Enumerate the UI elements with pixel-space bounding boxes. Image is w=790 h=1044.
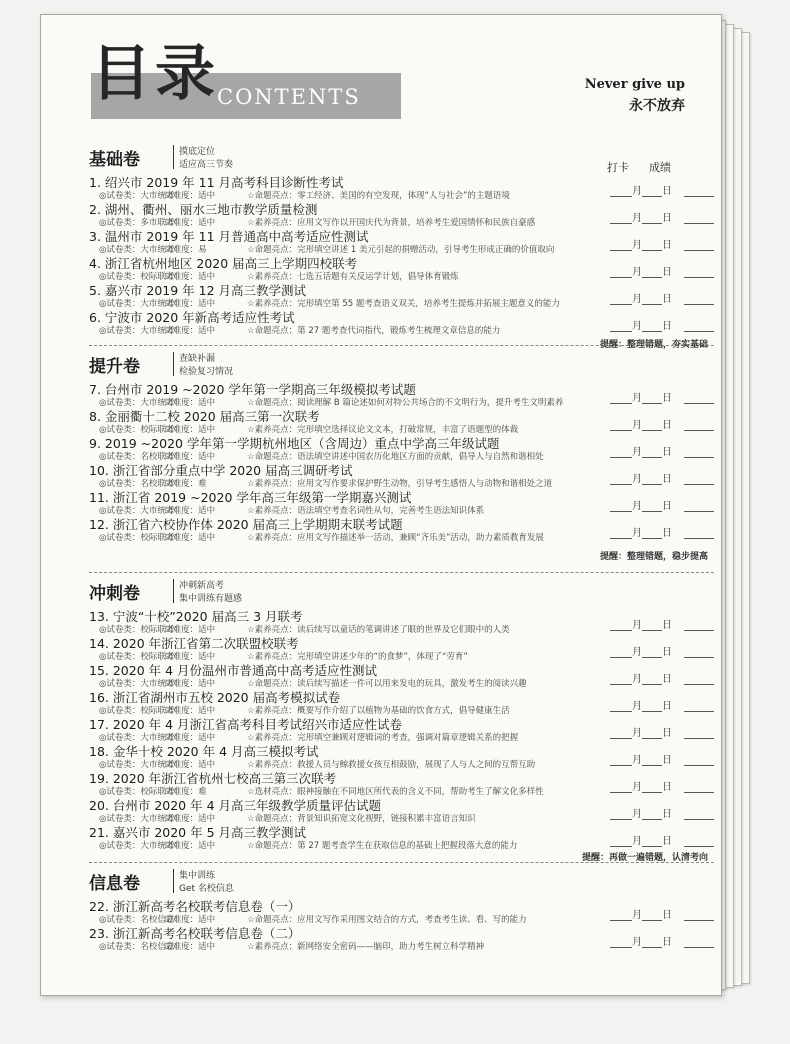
- month-unit: 月: [632, 393, 642, 404]
- column-score: 成绩: [649, 161, 671, 174]
- entry-checkin[interactable]: [610, 317, 714, 332]
- entry-difficulty: ☑难度：适中: [165, 191, 216, 201]
- entry-title: 11. 浙江省 2019 ~2020 学年高三年级第一学期嘉兴测试: [89, 490, 412, 505]
- entry-note: ☆命题亮点：第 27 题考查学生在获取信息的基础上把握段落大意的能力: [247, 841, 518, 851]
- day-unit: 日: [662, 647, 672, 658]
- entry-checkin[interactable]: [610, 470, 714, 485]
- entry-checkin[interactable]: [610, 933, 714, 948]
- entry-title: 19. 2020 年浙江省杭州七校高三第三次联考: [89, 771, 337, 786]
- entry-difficulty: ☑难度：适中: [165, 706, 216, 716]
- entry-title: 16. 浙江省湖州市五校 2020 届高考模拟试卷: [89, 690, 341, 705]
- entry-difficulty: ☑难度：适中: [165, 326, 216, 336]
- section: [89, 867, 714, 951]
- section: [89, 143, 714, 350]
- list-item: [89, 769, 714, 796]
- day-unit: 日: [662, 213, 672, 224]
- entry-type: ◎试卷类：大市统考: [99, 760, 175, 770]
- entry-type: ◎试卷类：校际联考: [99, 425, 175, 435]
- score-blank[interactable]: [684, 321, 714, 332]
- entry-type: ◎试卷类：大市统考: [99, 299, 175, 309]
- entry-checkin[interactable]: [610, 209, 714, 224]
- section: [89, 350, 714, 562]
- entry-note: ☆命题亮点：应用文写作采用图文结合的方式，考查考生读、看、写的能力: [247, 915, 527, 925]
- entry-checkin[interactable]: [610, 832, 714, 847]
- day-unit: 日: [662, 321, 672, 332]
- entry-checkin[interactable]: [610, 724, 714, 739]
- section-divider: [89, 572, 714, 573]
- entry-type: ◎试卷类：名校联考: [99, 452, 175, 462]
- month-unit: 月: [632, 420, 642, 431]
- month-unit: 月: [632, 910, 642, 921]
- list-item: [89, 924, 714, 951]
- month-unit: 月: [632, 267, 642, 278]
- entry-title: 1. 绍兴市 2019 年 11 月高考科目诊断性考试: [89, 175, 344, 190]
- entry-checkin[interactable]: [610, 524, 714, 539]
- list-item: [89, 200, 714, 227]
- day-unit: 日: [662, 701, 672, 712]
- entry-checkin[interactable]: [610, 906, 714, 921]
- score-blank[interactable]: [684, 240, 714, 251]
- entry-title: 6. 宁波市 2020 年新高考适应性考试: [89, 310, 295, 325]
- day-unit: 日: [662, 501, 672, 512]
- day-unit: 日: [662, 674, 672, 685]
- entry-title: 13. 宁波“十校”2020 届高三 3 月联考: [89, 609, 303, 624]
- score-blank[interactable]: [684, 755, 714, 766]
- entry-checkin[interactable]: [610, 670, 714, 685]
- entry-note: ☆命题亮点：背景知识拓宽文化视野，链接积累丰富语言知识: [247, 814, 476, 824]
- section-bar: [173, 352, 174, 376]
- entry-checkin[interactable]: [610, 497, 714, 512]
- score-blank[interactable]: [684, 294, 714, 305]
- list-item: [89, 742, 714, 769]
- day-unit: 日: [662, 267, 672, 278]
- list-item: [89, 897, 714, 924]
- month-unit: 月: [632, 809, 642, 820]
- entry-note: ☆素养亮点：完形填空兼顾对逻辑词的考查，强调对篇章逻辑关系的把握: [247, 733, 519, 743]
- month-unit: 月: [632, 620, 642, 631]
- section-name: 冲刺卷: [89, 584, 140, 604]
- entry-checkin[interactable]: [610, 616, 714, 631]
- entry-note: ☆素养亮点：应用文写作描述举一活动，兼顾“齐乐美”活动，助力素质教育发展: [247, 533, 544, 543]
- section-subtitle: 集中训练: [179, 871, 216, 881]
- entry-meta: [99, 940, 484, 952]
- list-item: [89, 715, 714, 742]
- list-item: [89, 380, 714, 407]
- entry-checkin[interactable]: [610, 290, 714, 305]
- entry-difficulty: ☑难度：适中: [165, 841, 216, 851]
- entry-difficulty: ☑难度：适中: [165, 652, 216, 662]
- motto-cn: 永不放弃: [629, 98, 685, 114]
- entry-type: ◎试卷类：大市统考: [99, 245, 175, 255]
- entry-note: ☆素养亮点：完形填空选择议论文文本，打破常规，丰富了语题型的体裁: [247, 425, 519, 435]
- score-blank[interactable]: [684, 620, 714, 631]
- entry-difficulty: ☑难度：难: [165, 787, 207, 797]
- score-blank[interactable]: [684, 213, 714, 224]
- list-item: [89, 796, 714, 823]
- day-unit: 日: [662, 393, 672, 404]
- score-blank[interactable]: [684, 186, 714, 197]
- month-unit: 月: [632, 447, 642, 458]
- entry-difficulty: ☑难度：适中: [165, 452, 216, 462]
- day-unit: 日: [662, 937, 672, 948]
- page-title-en: CONTENTS: [217, 85, 361, 109]
- entry-note: ☆命题亮点：第 27 题考查代词指代，锻炼考生梳理文章信息的能力: [247, 326, 501, 336]
- list-item: [89, 488, 714, 515]
- day-unit: 日: [662, 420, 672, 431]
- entry-type: ◎试卷类：校际联考: [99, 533, 175, 543]
- day-unit: 日: [662, 294, 672, 305]
- entry-checkin[interactable]: [610, 263, 714, 278]
- section-tip: 提醒：整理错题，稳步提高: [599, 552, 708, 562]
- month-unit: 月: [632, 186, 642, 197]
- entry-note: ☆命题亮点：读后续写描述一件可以用来发电的玩具，激发考生的阅读兴趣: [247, 679, 527, 689]
- score-blank[interactable]: [684, 528, 714, 539]
- score-blank[interactable]: [684, 420, 714, 431]
- day-unit: 日: [662, 910, 672, 921]
- entry-checkin[interactable]: [610, 697, 714, 712]
- score-blank[interactable]: [684, 809, 714, 820]
- month-unit: 月: [632, 213, 642, 224]
- score-blank[interactable]: [684, 782, 714, 793]
- entry-title: 15. 2020 年 4 月份温州市普通高中高考适应性测试: [89, 663, 378, 678]
- list-item: [89, 634, 714, 661]
- entry-note: ☆命题亮点：语法填空讲述中国农历化地区方面的贡献，倡导人与自然和谐相处: [247, 452, 544, 462]
- entry-difficulty: ☑难度：适中: [165, 506, 216, 516]
- entry-checkin[interactable]: [610, 751, 714, 766]
- list-item: [89, 434, 714, 461]
- section-subtitle-2: 集中训练有题感: [179, 594, 243, 604]
- entry-meta: [99, 324, 500, 336]
- list-item: [89, 515, 714, 542]
- entry-difficulty: ☑难度：适中: [165, 915, 216, 925]
- section-header: [89, 143, 714, 173]
- entry-note: ☆选材亮点：眼神接触在不同地区所代表的含义不同，帮助考生了解文化多样性: [247, 787, 544, 797]
- day-unit: 日: [662, 528, 672, 539]
- entry-checkin[interactable]: [610, 236, 714, 251]
- section-subtitle-2: 检验复习情况: [179, 367, 234, 377]
- entry-checkin[interactable]: [610, 389, 714, 404]
- entry-type: ◎试卷类：大市统考: [99, 841, 175, 851]
- entry-difficulty: ☑难度：适中: [165, 760, 216, 770]
- score-blank[interactable]: [684, 701, 714, 712]
- day-unit: 日: [662, 620, 672, 631]
- day-unit: 日: [662, 474, 672, 485]
- score-blank[interactable]: [684, 647, 714, 658]
- entry-title: 9. 2019 ~2020 学年第一学期杭州地区（含周边）重点中学高三年级试题: [89, 436, 500, 451]
- day-unit: 日: [662, 728, 672, 739]
- day-unit: 日: [662, 447, 672, 458]
- month-unit: 月: [632, 701, 642, 712]
- section-subtitle: 冲刺新高考: [179, 581, 225, 591]
- month-unit: 月: [632, 647, 642, 658]
- entry-difficulty: ☑难度：适中: [165, 942, 216, 952]
- entry-difficulty: ☑难度：适中: [165, 398, 216, 408]
- entry-checkin[interactable]: [610, 182, 714, 197]
- section-subtitle: 查缺补漏: [179, 354, 216, 364]
- entry-type: ◎试卷类：大市统考: [99, 814, 175, 824]
- entry-title: 22. 浙江新高考名校联考信息卷（一）: [89, 899, 301, 914]
- contents-page: [40, 14, 722, 996]
- score-blank[interactable]: [684, 474, 714, 485]
- entry-note: ☆命题亮点：零工经济、美国的有空发现，体现“人与社会”的主题语境: [247, 191, 510, 201]
- entry-note: ☆命题亮点：完形填空讲述 1 美元引起的捐赠活动，引导考生形成正确的价值取向: [247, 245, 555, 255]
- entry-note: ☆素养亮点：完形填空讲述少年的“的食梦”，体现了“劳育”: [247, 652, 468, 662]
- list-item: [89, 688, 714, 715]
- entry-type: ◎试卷类：大市统考: [99, 398, 175, 408]
- section-name: 基础卷: [89, 150, 140, 170]
- day-unit: 日: [662, 782, 672, 793]
- entry-difficulty: ☑难度：适中: [165, 425, 216, 435]
- day-unit: 日: [662, 755, 672, 766]
- section-name: 信息卷: [89, 874, 140, 894]
- entry-title: 4. 浙江省杭州地区 2020 届高三上学期四校联考: [89, 256, 358, 271]
- month-unit: 月: [632, 501, 642, 512]
- list-item: [89, 173, 714, 200]
- entry-difficulty: ☑难度：适中: [165, 533, 216, 543]
- entry-type: ◎试卷类：校际联考: [99, 706, 175, 716]
- entry-difficulty: ☑难度：难: [165, 479, 207, 489]
- entry-difficulty: ☑难度：适中: [165, 625, 216, 635]
- list-item: [89, 281, 714, 308]
- day-unit: 日: [662, 240, 672, 251]
- column-checkin: 打卡: [607, 161, 629, 174]
- entry-title: 7. 台州市 2019 ~2020 学年第一学期高三年级模拟考试题: [89, 382, 416, 397]
- day-unit: 日: [662, 836, 672, 847]
- day-unit: 日: [662, 809, 672, 820]
- entry-checkin[interactable]: [610, 778, 714, 793]
- entry-type: ◎试卷类：大市统考: [99, 679, 175, 689]
- entry-note: ☆素养亮点：读后续写以童话的笔调讲述了眼的世界及它们眼中的人类: [247, 625, 510, 635]
- entry-note: ☆素养亮点：新网络安全密码——脑印，助力考生树立科学精神: [247, 942, 485, 952]
- entry-note: ☆素养亮点：应用文写作以开国庆代为背景，培养考生爱国情怀和民族自豪感: [247, 218, 536, 228]
- section-header: [89, 577, 714, 607]
- month-unit: 月: [632, 528, 642, 539]
- entry-title: 12. 浙江省六校协作体 2020 届高三上学期期末联考试题: [89, 517, 403, 532]
- entry-title: 2. 湖州、衢州、丽水三地市教学质量检测: [89, 202, 318, 217]
- entry-difficulty: ☑难度：适中: [165, 299, 216, 309]
- section-subtitle: 摸底定位: [179, 147, 216, 157]
- entry-title: 3. 温州市 2019 年 11 月普通高中高考适应性测试: [89, 229, 369, 244]
- entry-note: ☆素养亮点：完形填空第 55 题考查语义双关，培养考生提炼并拓展主题意义的能力: [247, 299, 560, 309]
- entry-note: ☆素养亮点：救援人员与鲸救援女孩互相鼓励，展现了人与人之间的互帮互助: [247, 760, 536, 770]
- section-bar: [173, 145, 174, 169]
- entry-checkin[interactable]: [610, 643, 714, 658]
- month-unit: 月: [632, 836, 642, 847]
- section-bar: [173, 869, 174, 893]
- section-subtitle-2: Get 名校信息: [179, 884, 234, 894]
- entry-meta: [99, 531, 544, 543]
- entry-difficulty: ☑难度：易: [165, 245, 207, 255]
- score-blank[interactable]: [684, 836, 714, 847]
- entry-note: ☆素养亮点：七选五话题有关反运学计划，倡导体育锻炼: [247, 272, 459, 282]
- entry-meta: [99, 839, 517, 851]
- entry-type: ◎试卷类：大市统考: [99, 191, 175, 201]
- entry-difficulty: ☑难度：适中: [165, 679, 216, 689]
- entry-type: ◎试卷类：校际联考: [99, 787, 175, 797]
- page-title: 目录: [91, 39, 219, 109]
- list-item: [89, 254, 714, 281]
- month-unit: 月: [632, 294, 642, 305]
- motto-en: Never give up: [584, 77, 685, 92]
- section-tip: 提醒：整理错题，夯实基础: [599, 340, 708, 350]
- entry-note: ☆素养亮点：应用文写作要求保护野生动物，引导考生感悟人与动物和谐相处之道: [247, 479, 553, 489]
- month-unit: 月: [632, 474, 642, 485]
- list-item: [89, 823, 714, 850]
- score-blank[interactable]: [684, 267, 714, 278]
- list-item: [89, 308, 714, 335]
- entry-difficulty: ☑难度：适中: [165, 218, 216, 228]
- score-blank[interactable]: [684, 501, 714, 512]
- entry-title: 18. 金华十校 2020 年 4 月高三模拟考试: [89, 744, 319, 759]
- section-tip: 提醒：再做一遍错题，认清考向: [581, 853, 708, 863]
- entry-type: ◎试卷类：大市统考: [99, 326, 175, 336]
- month-unit: 月: [632, 674, 642, 685]
- month-unit: 月: [632, 321, 642, 332]
- entry-title: 17. 2020 年 4 月浙江省高考科目考试绍兴市适应性试卷: [89, 717, 403, 732]
- entry-note: ☆素养亮点：概要写作介绍了以植物为基础的饮食方式，倡导健康生活: [247, 706, 510, 716]
- entry-type: ◎试卷类：名校联考: [99, 479, 175, 489]
- entry-difficulty: ☑难度：适中: [165, 733, 216, 743]
- entry-checkin[interactable]: [610, 443, 714, 458]
- score-blank[interactable]: [684, 447, 714, 458]
- section-name: 提升卷: [89, 357, 140, 377]
- entry-type: ◎试卷类：名校信息: [99, 942, 175, 952]
- entry-difficulty: ☑难度：适中: [165, 272, 216, 282]
- entry-type: ◎试卷类：大市统考: [99, 506, 175, 516]
- list-item: [89, 227, 714, 254]
- entry-difficulty: ☑难度：适中: [165, 814, 216, 824]
- list-item: [89, 607, 714, 634]
- entry-title: 14. 2020 年浙江省第二次联盟校联考: [89, 636, 299, 651]
- month-unit: 月: [632, 782, 642, 793]
- entry-checkin[interactable]: [610, 805, 714, 820]
- section-header: [89, 867, 714, 897]
- entry-title: 8. 金丽衢十二校 2020 届高三第一次联考: [89, 409, 320, 424]
- score-blank[interactable]: [684, 937, 714, 948]
- list-item: [89, 407, 714, 434]
- entry-title: 5. 嘉兴市 2019 年 12 月高三教学测试: [89, 283, 307, 298]
- month-unit: 月: [632, 240, 642, 251]
- entry-type: ◎试卷类：多市联考: [99, 218, 175, 228]
- section: [89, 577, 714, 863]
- score-blank[interactable]: [684, 910, 714, 921]
- section-subtitle-2: 适应高三节奏: [179, 160, 234, 170]
- entry-note: ☆命题亮点：阅读理解 B 篇论述如何对特公共场合的不文明行为，提升考生文明素养: [247, 398, 564, 408]
- entry-type: ◎试卷类：名校信息: [99, 915, 175, 925]
- entry-title: 21. 嘉兴市 2020 年 5 月高三教学测试: [89, 825, 307, 840]
- month-unit: 月: [632, 728, 642, 739]
- section-header: [89, 350, 714, 380]
- score-blank[interactable]: [684, 393, 714, 404]
- entry-type: ◎试卷类：大市统考: [99, 733, 175, 743]
- entry-type: ◎试卷类：校际联考: [99, 625, 175, 635]
- entry-title: 20. 台州市 2020 年 4 月高三年级教学质量评估试题: [89, 798, 382, 813]
- list-item: [89, 461, 714, 488]
- entry-title: 10. 浙江省部分重点中学 2020 届高三调研考试: [89, 463, 353, 478]
- entry-type: ◎试卷类：校际联考: [99, 272, 175, 282]
- entry-title: 23. 浙江新高考名校联考信息卷（二）: [89, 926, 301, 941]
- score-blank[interactable]: [684, 728, 714, 739]
- month-unit: 月: [632, 937, 642, 948]
- section-bar: [173, 579, 174, 603]
- month-unit: 月: [632, 755, 642, 766]
- entry-note: ☆素养亮点：语法填空考查名词性从句，完善考生语法知识体系: [247, 506, 485, 516]
- list-item: [89, 661, 714, 688]
- entry-checkin[interactable]: [610, 416, 714, 431]
- day-unit: 日: [662, 186, 672, 197]
- entry-type: ◎试卷类：校际联考: [99, 652, 175, 662]
- score-blank[interactable]: [684, 674, 714, 685]
- page-header: [41, 15, 721, 135]
